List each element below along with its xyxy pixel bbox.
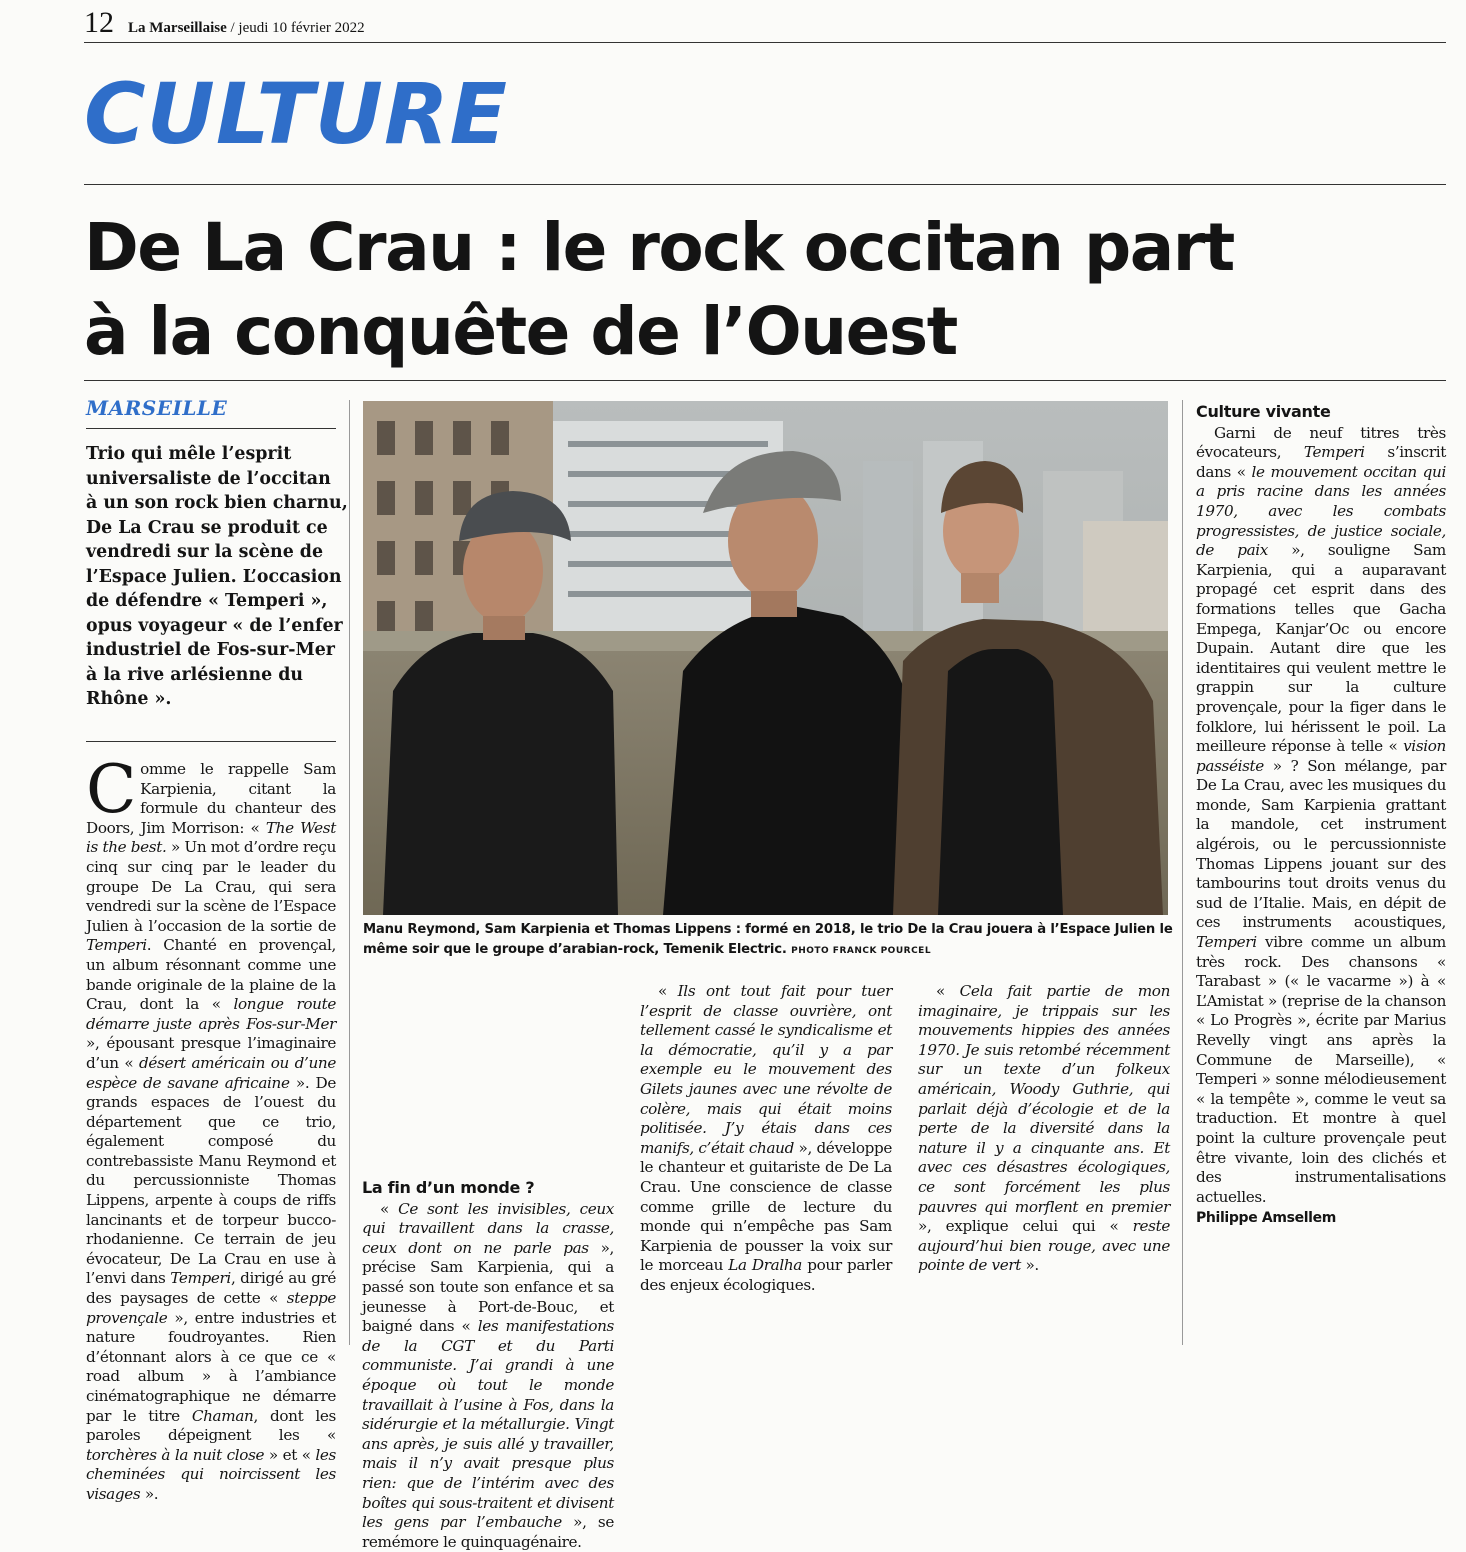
article-paragraph: « Cela fait partie de mon imaginaire, je trippais sur les mouvements hippies des années 1970. Je suis retombé récemment sur un texte d’un folkeux américain, Woody Guthrie, qui parlait déjà d’écologie et de la perte de la diversité dans la nature il y a cinquante ans. Et avec ces désastres écologiques, ce sont forcément les plus pauvres qui morflent en premier », explique celui qui « reste aujourd’hui bien rouge, avec une pointe de vert ».	[918, 982, 1170, 1275]
section-rule	[84, 184, 1446, 185]
article-paragraph: Comme le rappelle Sam Karpienia, citant la formule du chanteur des Doors, Jim Morrison: « The West is the best. » Un mot d’ordre reçu cinq sur cinq par le leader du groupe De La Crau, qui sera vendredi sur la scène de l’Espace Julien à l’occasion de la sortie de Temperi. Chanté en provençal, un album résonnant comme une bande originale de la plaine de la Crau, dont la « longue route démarre juste après Fos-sur-Mer », épousant presque l’imaginaire d’un « désert américain ou d’une espèce de savane africaine ». De grands espaces de l’ouest du département que ce trio, également composé du contrebassiste Manu Reymond et du percussionniste Thomas Lippens, arpente à coups de riffs lancinants et de torpeur bucco-rhodanienne. Ce terrain de jeu évocateur, De La Crau en use à l’envi dans Temperi, dirigé au gré des paysages de cette « steppe provençale », entre industries et nature foudroyantes. Rien d’étonnant alors à ce que ce « road album » à l’ambiance cinématographique ne démarre par le titre Chaman, dont les paroles dépeignent les « torchères à la nuit close » et « les cheminées qui noircissent les visages ».	[86, 751, 337, 1503]
caption-text: Manu Reymond, Sam Karpienia et Thomas Lippens : formé en 2018, le trio De la Crau jouera à l’Espace Julien le même soir que le groupe d’arabian-rock, Temenik Electric.	[363, 922, 1173, 957]
standfirst-rule	[86, 741, 336, 742]
dateline-rule	[86, 428, 336, 429]
section-title: CULTURE	[84, 65, 509, 163]
band-photo-image	[363, 401, 1168, 915]
article-column-5	[1196, 402, 1446, 1352]
standfirst: Trio qui mêle l’esprit universaliste de l’occitan à un son rock bien charnu, De La Crau se produit ce vendredi sur la scène de l’Espace Julien. L’occasion de défendre « Temperi », opus voyageur « de l’enfer industriel de Fos-sur-Mer à la rive arlésienne du Rhône ».	[86, 444, 348, 709]
headline	[84, 206, 1434, 374]
author-signature: Philippe Amsellem	[1196, 1210, 1337, 1227]
band-photo	[363, 401, 1168, 915]
headline-line-2: à la conquête de l’Ouest	[84, 293, 957, 370]
article-column-3	[640, 982, 892, 1342]
issue-date: / jeudi 10 février 2022	[230, 20, 365, 36]
article-column-2	[362, 982, 615, 1551]
column-divider	[349, 400, 350, 1345]
paper-name: La Marseillaise	[128, 20, 227, 36]
headline-line-1: De La Crau : le rock occitan part	[84, 209, 1234, 286]
page-number: 12	[84, 6, 114, 39]
article-paragraph: « Ils ont tout fait pour tuer l’esprit de classe ouvrière, ont tellement cassé le syndicalisme et la démocratie, qu’il y a par exemple eu le mouvement des Gilets jaunes avec une révolte de colère, mais qui était moins politisée. J’y étais dans ces manifs, c’était chaud », développe le chanteur et guitariste de De La Crau. Une conscience de classe comme grille de lecture du monde qui n’empêche pas Sam Karpienia de pousser la voix sur le morceau La Dralha pour parler des enjeux écologiques.	[640, 982, 892, 1294]
article-paragraph: Garni de neuf titres très évocateurs, Temperi s’inscrit dans « le mouvement occitan qui a pris racine dans les années 1970, avec les combats progressistes, de justice sociale, de paix », souligne Sam Karpienia, qui a auparavant propagé cet esprit dans des formations telles que Gacha Empega, Kanjar’Oc ou encore Dupain. Autant dire que les identitaires qui veulent mettre le grappin sur la culture provençale, pour la figer dans le folklore, lui hérissent le poil. La meilleure réponse à telle « vision passéiste » ? Son mélange, par De La Crau, avec les musiques du monde, Sam Karpienia grattant la mandole, cet instrument algérois, ou le percussionniste Thomas Lippens jouant sur des tambourins tout droits venus du sud de l’Italie. Mais, en dépit de ces instruments acoustiques, Temperi vibre comme un album très rock. Des chansons « Tarabast » (« le vacarme ») à « L’Amistat » (reprise de la chanson « Lo Progrès », écrite par Marius Revelly vingt ans après la Commune de Marseille), « Temperi » sonne mélodieusement « la tempête », comme le veut sa traduction. Et montre à quel point la culture provençale peut être vivante, loin des clichés et des instrumentalisations actuelles.	[1196, 423, 1447, 1206]
header-rule	[84, 42, 1446, 43]
dateline-place: MARSEILLE	[86, 396, 228, 420]
headline-rule	[84, 380, 1446, 381]
masthead	[128, 19, 365, 37]
photo-credit: PHOTO FRANCK POURCEL	[791, 946, 932, 956]
article-paragraph: « Ce sont les invisibles, ceux qui travaillent dans la crasse, ceux dont on ne parle pas », précise Sam Karpienia, qui a passé son toute son enfance et sa jeunesse à Port-de-Bouc, et baigné dans « les manifestations de la CGT et du Parti communiste. J’ai grandi à une époque où tout le monde travaillait à l’usine à Fos, dans la sidérurgie et la métallurgie. Vingt ans après, je suis allé y travailler, mais il n’y avait presque plus rien: que de l’intérim avec des boîtes qui sous-traitent et divisent les gens par l’embauche », se remémore le quinquagénaire.	[362, 1199, 615, 1551]
column-divider	[1182, 400, 1183, 1345]
drop-cap: C	[86, 751, 137, 828]
subhead-culture-vivante: Culture vivante	[1196, 402, 1331, 421]
photo-caption	[363, 920, 1173, 961]
subhead-fin-d-un-monde: La fin d’un monde ?	[362, 1178, 535, 1197]
article-column-1	[86, 751, 337, 1503]
article-column-4	[918, 982, 1170, 1342]
